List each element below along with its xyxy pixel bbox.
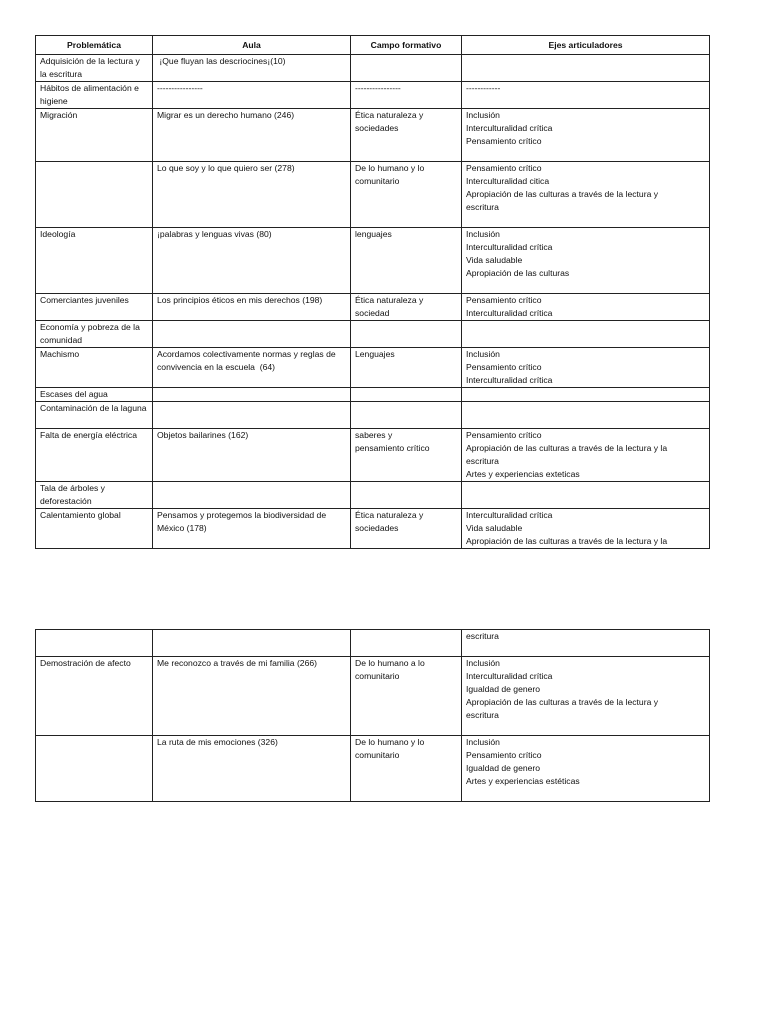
cell-ejes-articuladores (462, 109, 710, 162)
cell-campo-formativo (351, 630, 462, 657)
campo-line: Ética naturaleza y (355, 510, 424, 520)
eje-item: Interculturalidad crítica (466, 510, 553, 520)
cell-ejes-articuladores (462, 509, 710, 549)
cell-campo-formativo (351, 228, 462, 294)
cell-campo-formativo (351, 509, 462, 549)
eje-item: Interculturalidad crítica (466, 242, 553, 252)
eje-item: Pensamiento crítico (466, 136, 542, 146)
eje-item: Interculturalidad crítica (466, 123, 553, 133)
eje-item: escritura (466, 710, 499, 720)
cell-problematica: Contaminación de la laguna (36, 402, 153, 429)
cell-problematica: Economía y pobreza de la comunidad (36, 321, 153, 348)
table-row (36, 388, 710, 402)
campo-line: comunitario (355, 750, 400, 760)
cell-ejes-articuladores (462, 482, 710, 509)
eje-item: Pensamiento crítico (466, 163, 542, 173)
eje-item: Pensamiento crítico (466, 295, 542, 305)
campo-line: sociedades (355, 523, 399, 533)
campo-line: lenguajes (355, 229, 392, 239)
table-row (36, 82, 710, 109)
eje-item: Inclusión (466, 737, 500, 747)
cell-aula: Me reconozco a través de mi familia (266) (153, 657, 351, 736)
table-row (36, 321, 710, 348)
eje-item: Interculturalidad crítica (466, 375, 553, 385)
cell-aula: Objetos bailarines (162) (153, 429, 351, 482)
eje-item: Apropiación de las culturas (466, 268, 570, 278)
eje-item: Pensamiento crítico (466, 430, 542, 440)
table-row (36, 55, 710, 82)
table-row (36, 294, 710, 321)
cell-aula (153, 388, 351, 402)
eje-item: Igualdad de genero (466, 684, 541, 694)
header-campo-formativo: Campo formativo (351, 36, 462, 55)
table-row (36, 736, 710, 802)
cell-campo-formativo (351, 402, 462, 429)
eje-item: Inclusión (466, 349, 500, 359)
table-row (36, 630, 710, 657)
table-row (36, 228, 710, 294)
campo-line: pensamiento crítico (355, 443, 430, 453)
cell-problematica: Calentamiento global (36, 509, 153, 549)
cell-problematica (36, 162, 153, 228)
eje-item: Pensamiento crítico (466, 362, 542, 372)
eje-item: escritura (466, 202, 499, 212)
header-problematica: Problemática (36, 36, 153, 55)
table-row (36, 657, 710, 736)
table-row (36, 429, 710, 482)
header-ejes-articuladores: Ejes articuladores (462, 36, 710, 55)
cell-campo-formativo (351, 482, 462, 509)
eje-item: Apropiación de las culturas a través de la lectura y (466, 697, 659, 707)
cell-aula: ¡palabras y lenguas vivas (80) (153, 228, 351, 294)
cell-campo-formativo (351, 736, 462, 802)
eje-item: Inclusión (466, 229, 500, 239)
cell-aula (153, 402, 351, 429)
table-header-row (36, 36, 710, 55)
curriculum-table-continued (35, 629, 710, 802)
cell-aula: Lo que soy y lo que quiero ser (278) (153, 162, 351, 228)
cell-ejes-articuladores (462, 657, 710, 736)
cell-campo-formativo (351, 348, 462, 388)
cell-aula (153, 482, 351, 509)
cell-problematica: Comerciantes juveniles (36, 294, 153, 321)
eje-item: Interculturalidad citica (466, 176, 550, 186)
campo-line: saberes y (355, 430, 393, 440)
cell-aula: ¡Que fluyan las descriocines¡(10) (153, 55, 351, 82)
table-row (36, 482, 710, 509)
cell-campo-formativo (351, 388, 462, 402)
cell-ejes-articuladores (462, 55, 710, 82)
campo-line: Lenguajes (355, 349, 395, 359)
cell-campo-formativo (351, 294, 462, 321)
cell-campo-formativo (351, 82, 462, 109)
cell-aula: Migrar es un derecho humano (246) (153, 109, 351, 162)
eje-item: Vida saludable (466, 523, 523, 533)
eje-item: Interculturalidad crítica (466, 308, 553, 318)
campo-line: De lo humano y lo (355, 737, 425, 747)
eje-item: Artes y experiencias exteticas (466, 469, 580, 479)
eje-item: Pensamiento crítico (466, 750, 542, 760)
cell-ejes-articuladores (462, 82, 710, 109)
table-row (36, 402, 710, 429)
cell-aula: Pensamos y protegemos la biodiversidad de México (178) (153, 509, 351, 549)
cell-problematica (36, 736, 153, 802)
cell-campo-formativo (351, 657, 462, 736)
cell-problematica: Ideología (36, 228, 153, 294)
campo-line: sociedades (355, 123, 399, 133)
eje-item: escritura (466, 456, 499, 466)
cell-aula: La ruta de mis emociones (326) (153, 736, 351, 802)
cell-campo-formativo (351, 109, 462, 162)
cell-ejes-articuladores (462, 162, 710, 228)
eje-item: Apropiación de las culturas a través de la lectura y (466, 189, 659, 199)
campo-line: sociedad (355, 308, 390, 318)
cell-problematica: Migración (36, 109, 153, 162)
eje-item: Igualdad de genero (466, 763, 541, 773)
table-row (36, 109, 710, 162)
cell-aula: ---------------- (153, 82, 351, 109)
campo-line: comunitario (355, 671, 400, 681)
cell-problematica: Adquisición de la lectura y la escritura (36, 55, 153, 82)
campo-line: De lo humano y lo (355, 163, 425, 173)
eje-item: Interculturalidad crítica (466, 671, 553, 681)
cell-ejes-articuladores (462, 294, 710, 321)
cell-problematica: Demostración de afecto (36, 657, 153, 736)
eje-item: escritura (466, 631, 499, 641)
cell-problematica: Falta de energía eléctrica (36, 429, 153, 482)
cell-campo-formativo (351, 162, 462, 228)
cell-campo-formativo (351, 321, 462, 348)
cell-campo-formativo (351, 429, 462, 482)
curriculum-table (35, 35, 710, 549)
cell-aula: Acordamos colectivamente normas y reglas de convivencia en la escuela (64) (153, 348, 351, 388)
cell-problematica: Hábitos de alimentación e higiene (36, 82, 153, 109)
cell-aula (153, 321, 351, 348)
table-row (36, 509, 710, 549)
eje-item: ------------ (466, 83, 501, 93)
eje-item: Inclusión (466, 658, 500, 668)
table-row (36, 348, 710, 388)
cell-ejes-articuladores (462, 736, 710, 802)
table-row (36, 162, 710, 228)
cell-ejes-articuladores (462, 402, 710, 429)
eje-item: Vida saludable (466, 255, 523, 265)
campo-line: De lo humano a lo (355, 658, 425, 668)
cell-ejes-articuladores (462, 321, 710, 348)
campo-line: Ética naturaleza y (355, 110, 424, 120)
cell-problematica (36, 630, 153, 657)
eje-item: Apropiación de las culturas a través de la lectura y la (466, 536, 668, 546)
cell-ejes-articuladores (462, 228, 710, 294)
campo-line: Ética naturaleza y (355, 295, 424, 305)
cell-problematica: Tala de árboles y deforestación (36, 482, 153, 509)
eje-item: Artes y experiencias estéticas (466, 776, 580, 786)
cell-ejes-articuladores (462, 388, 710, 402)
cell-ejes-articuladores (462, 630, 710, 657)
campo-line: comunitario (355, 176, 400, 186)
eje-item: Inclusión (466, 110, 500, 120)
cell-ejes-articuladores (462, 429, 710, 482)
cell-campo-formativo (351, 55, 462, 82)
campo-line: ---------------- (355, 83, 401, 93)
cell-problematica: Escases del agua (36, 388, 153, 402)
eje-item: Apropiación de las culturas a través de la lectura y la (466, 443, 668, 453)
cell-aula: Los principios éticos en mis derechos (198) (153, 294, 351, 321)
cell-aula (153, 630, 351, 657)
header-aula: Aula (153, 36, 351, 55)
cell-ejes-articuladores (462, 348, 710, 388)
cell-problematica: Machismo (36, 348, 153, 388)
